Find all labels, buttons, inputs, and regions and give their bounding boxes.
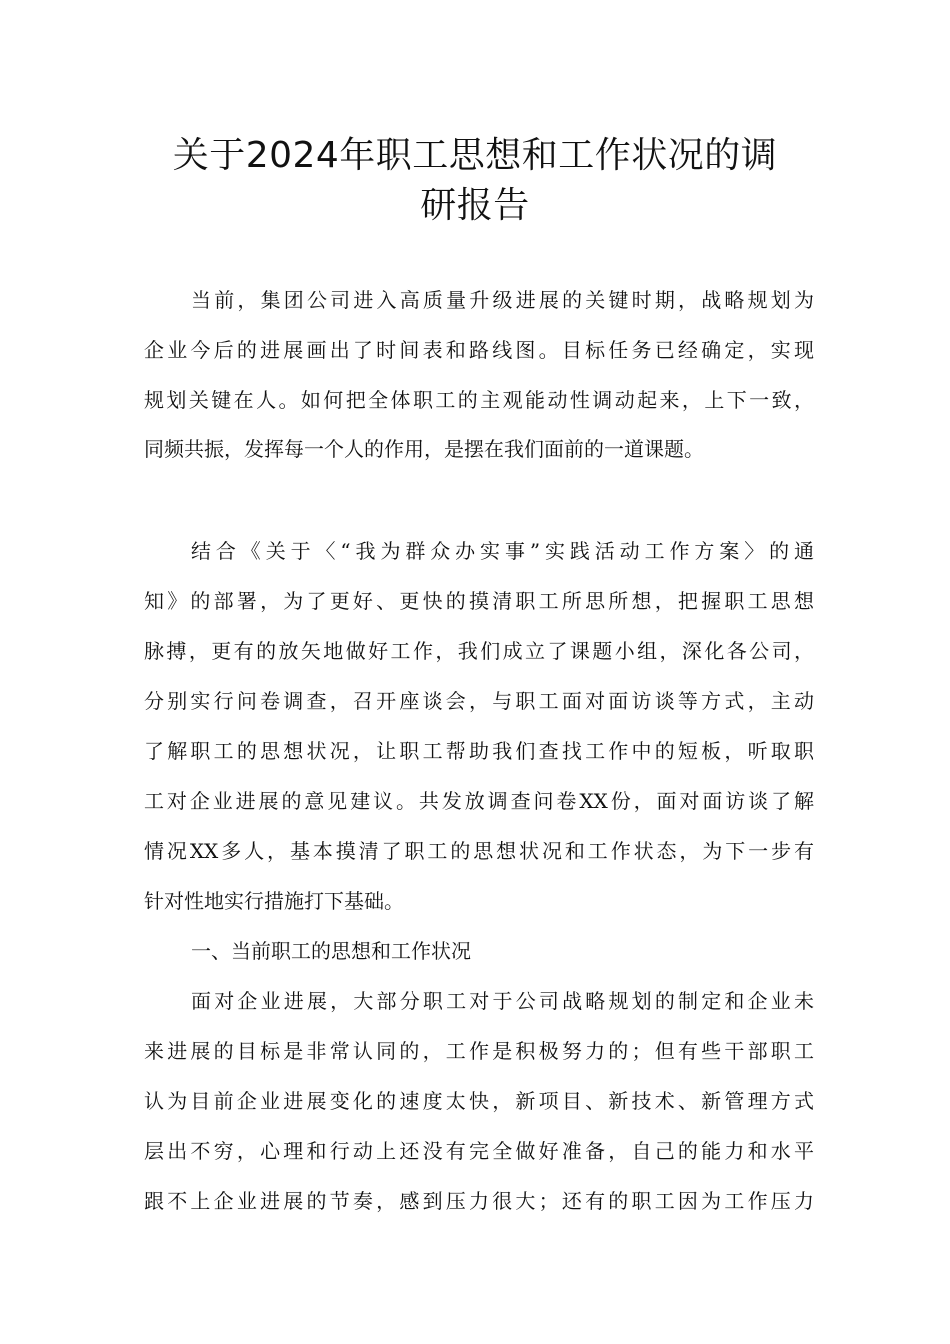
paragraph-3-line-2: 来进展的目标是非常认同的，工作是积极努力的；但有些干部职工 [144,1039,814,1063]
paragraph-2-line-8: 针对性地实行措施打下基础。 [144,889,404,913]
paragraph-2-line-4: 分别实行问卷调查，召开座谈会，与职工面对面访谈等方式，主动 [144,689,814,713]
section-heading-1: 一、当前职工的思想和工作状况 [191,939,471,963]
paragraph-2-line-3: 脉搏，更有的放矢地做好工作，我们成立了课题小组，深化各公司， [144,639,814,663]
paragraph-1-line-2: 企业今后的进展画出了时间表和路线图。目标任务已经确定，实现 [144,338,814,362]
document-title-line-1: 关于2024年职工思想和工作状况的调 [172,135,778,176]
paragraph-2-line-6: 工对企业进展的意见建议。共发放调查问卷XX份，面对面访谈了解 [144,789,814,813]
paragraph-3-line-3: 认为目前企业进展变化的速度太快，新项目、新技术、新管理方式 [144,1089,814,1113]
document-title-line-2: 研报告 [420,185,530,226]
paragraph-2-line-5: 了解职工的思想状况，让职工帮助我们查找工作中的短板，听取职 [144,739,814,763]
paragraph-1-line-3: 规划关键在人。如何把全体职工的主观能动性调动起来，上下一致， [144,388,814,412]
paragraph-1-line-1: 当前，集团公司进入高质量升级进展的关键时期，战略规划为 [191,288,814,312]
paragraph-1-line-4: 同频共振，发挥每一个人的作用，是摆在我们面前的一道课题。 [144,437,704,461]
paragraph-3-line-1: 面对企业进展，大部分职工对于公司战略规划的制定和企业未 [191,989,814,1013]
paragraph-2-line-1: 结合《关于〈“我为群众办实事”实践活动工作方案〉的通 [191,539,814,563]
paragraph-2-line-7: 情况XX多人，基本摸清了职工的思想状况和工作状态，为下一步有 [144,839,814,863]
paragraph-3-line-4: 层出不穷，心理和行动上还没有完全做好准备，自己的能力和水平 [144,1139,814,1163]
paragraph-2-line-2: 知》的部署，为了更好、更快的摸清职工所思所想，把握职工思想 [144,589,814,613]
paragraph-3-line-5: 跟不上企业进展的节奏，感到压力很大；还有的职工因为工作压力 [144,1189,814,1213]
